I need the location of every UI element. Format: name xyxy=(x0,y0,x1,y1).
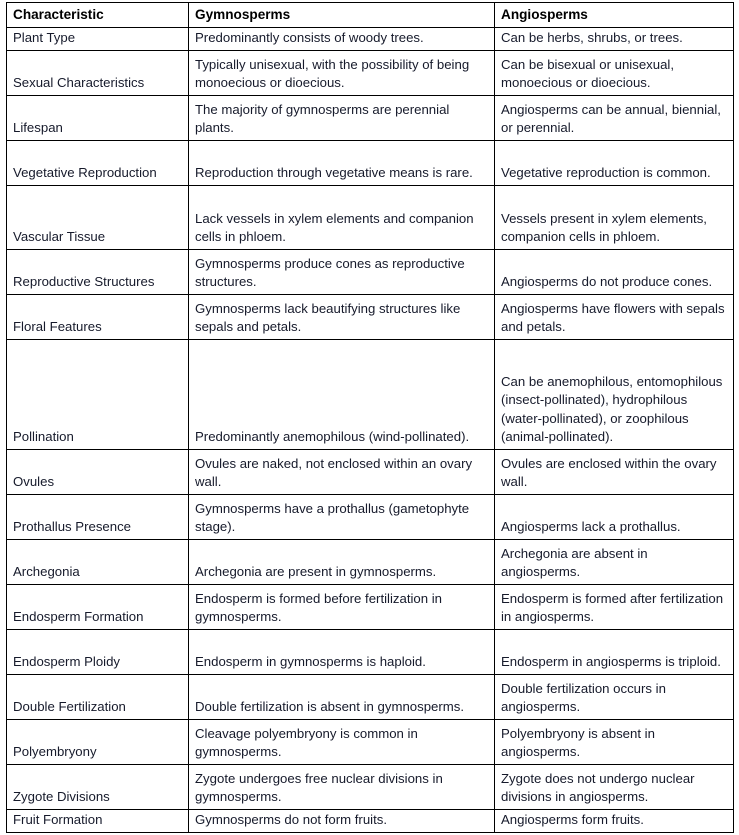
table-row xyxy=(7,540,734,585)
table-row xyxy=(7,810,734,833)
cell-characteristic: Archegonia xyxy=(7,540,189,585)
cell-angiosperms: Angiosperms do not produce cones. xyxy=(495,250,734,295)
cell-gymnosperms: Gymnosperms do not form fruits. xyxy=(189,810,495,833)
cell-gymnosperms: Cleavage polyembryony is common in gymnosperms. xyxy=(189,720,495,765)
cell-angiosperms: Polyembryony is absent in angiosperms. xyxy=(495,720,734,765)
table-row xyxy=(7,141,734,186)
cell-characteristic: Floral Features xyxy=(7,295,189,340)
table-row xyxy=(7,28,734,51)
cell-characteristic: Vascular Tissue xyxy=(7,186,189,250)
cell-angiosperms: Endosperm is formed after fertilization in angiosperms. xyxy=(495,585,734,630)
table-row xyxy=(7,450,734,495)
table-row xyxy=(7,585,734,630)
gymnosperms-angiosperms-comparison-table xyxy=(6,2,734,833)
table-row xyxy=(7,250,734,295)
cell-gymnosperms: Lack vessels in xylem elements and companion cells in phloem. xyxy=(189,186,495,250)
table-row xyxy=(7,675,734,720)
cell-angiosperms: Endosperm in angiosperms is triploid. xyxy=(495,630,734,675)
cell-gymnosperms: Reproduction through vegetative means is rare. xyxy=(189,141,495,186)
table-row xyxy=(7,51,734,96)
cell-characteristic: Zygote Divisions xyxy=(7,765,189,810)
cell-angiosperms: Angiosperms can be annual, biennial, or perennial. xyxy=(495,96,734,141)
cell-characteristic: Plant Type xyxy=(7,28,189,51)
cell-gymnosperms: Endosperm is formed before fertilization in gymnosperms. xyxy=(189,585,495,630)
cell-gymnosperms: Double fertilization is absent in gymnosperms. xyxy=(189,675,495,720)
cell-angiosperms: Double fertilization occurs in angiosperms. xyxy=(495,675,734,720)
cell-characteristic: Lifespan xyxy=(7,96,189,141)
table-row xyxy=(7,186,734,250)
cell-angiosperms: Ovules are enclosed within the ovary wall. xyxy=(495,450,734,495)
table-row xyxy=(7,720,734,765)
cell-characteristic: Endosperm Ploidy xyxy=(7,630,189,675)
column-header-characteristic: Characteristic xyxy=(7,3,189,28)
table-header xyxy=(7,3,734,28)
cell-gymnosperms: Gymnosperms produce cones as reproductive structures. xyxy=(189,250,495,295)
cell-characteristic: Ovules xyxy=(7,450,189,495)
cell-gymnosperms: Ovules are naked, not enclosed within an ovary wall. xyxy=(189,450,495,495)
cell-gymnosperms: Gymnosperms lack beautifying structures like sepals and petals. xyxy=(189,295,495,340)
cell-angiosperms: Can be anemophilous, entomophilous (insect-pollinated), hydrophilous (water-pollinated), or zoophilous (animal-pollinated). xyxy=(495,340,734,450)
cell-gymnosperms: Endosperm in gymnosperms is haploid. xyxy=(189,630,495,675)
cell-angiosperms: Zygote does not undergo nuclear divisions in angiosperms. xyxy=(495,765,734,810)
column-header-gymnosperms: Gymnosperms xyxy=(189,3,495,28)
cell-angiosperms: Angiosperms form fruits. xyxy=(495,810,734,833)
cell-gymnosperms: Zygote undergoes free nuclear divisions in gymnosperms. xyxy=(189,765,495,810)
cell-angiosperms: Can be bisexual or unisexual, monoecious or dioecious. xyxy=(495,51,734,96)
cell-gymnosperms: The majority of gymnosperms are perennial plants. xyxy=(189,96,495,141)
table-row xyxy=(7,295,734,340)
cell-characteristic: Sexual Characteristics xyxy=(7,51,189,96)
table-header-row xyxy=(7,3,734,28)
column-header-angiosperms: Angiosperms xyxy=(495,3,734,28)
cell-angiosperms: Angiosperms lack a prothallus. xyxy=(495,495,734,540)
cell-gymnosperms: Archegonia are present in gymnosperms. xyxy=(189,540,495,585)
cell-gymnosperms: Predominantly anemophilous (wind-pollinated). xyxy=(189,340,495,450)
cell-characteristic: Vegetative Reproduction xyxy=(7,141,189,186)
table-row xyxy=(7,765,734,810)
cell-angiosperms: Vegetative reproduction is common. xyxy=(495,141,734,186)
table-body xyxy=(7,28,734,833)
table-row xyxy=(7,630,734,675)
table-row xyxy=(7,495,734,540)
cell-characteristic: Prothallus Presence xyxy=(7,495,189,540)
cell-angiosperms: Angiosperms have flowers with sepals and petals. xyxy=(495,295,734,340)
table-row xyxy=(7,340,734,450)
cell-angiosperms: Archegonia are absent in angiosperms. xyxy=(495,540,734,585)
cell-characteristic: Fruit Formation xyxy=(7,810,189,833)
cell-gymnosperms: Predominantly consists of woody trees. xyxy=(189,28,495,51)
cell-gymnosperms: Gymnosperms have a prothallus (gametophyte stage). xyxy=(189,495,495,540)
cell-angiosperms: Can be herbs, shrubs, or trees. xyxy=(495,28,734,51)
cell-characteristic: Polyembryony xyxy=(7,720,189,765)
cell-characteristic: Endosperm Formation xyxy=(7,585,189,630)
cell-gymnosperms: Typically unisexual, with the possibility of being monoecious or dioecious. xyxy=(189,51,495,96)
cell-angiosperms: Vessels present in xylem elements, companion cells in phloem. xyxy=(495,186,734,250)
cell-characteristic: Reproductive Structures xyxy=(7,250,189,295)
cell-characteristic: Double Fertilization xyxy=(7,675,189,720)
table-row xyxy=(7,96,734,141)
cell-characteristic: Pollination xyxy=(7,340,189,450)
